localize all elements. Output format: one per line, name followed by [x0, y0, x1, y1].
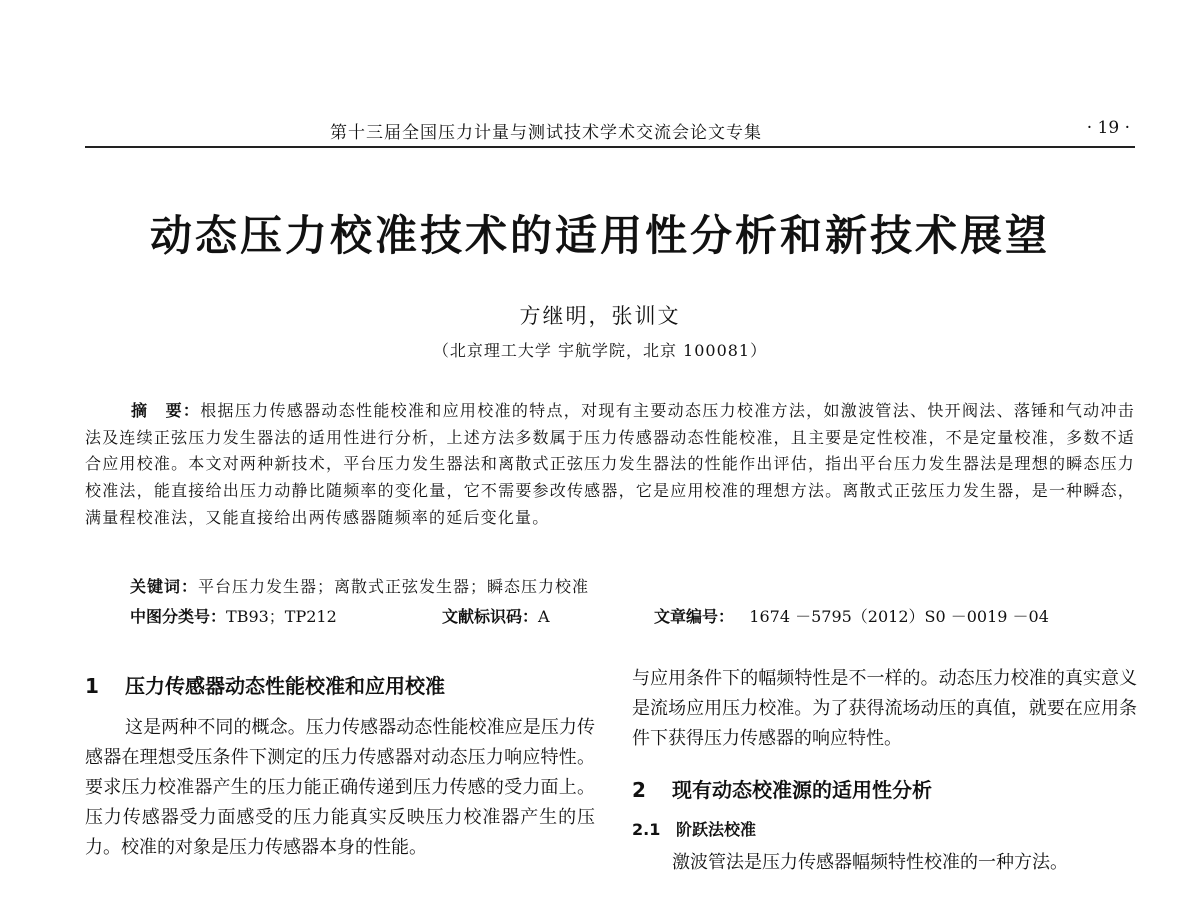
section-2-title: 现有动态校准源的适用性分析	[672, 778, 932, 802]
running-header	[85, 116, 1135, 148]
doc-label: 文献标识码：	[442, 607, 539, 626]
article-value: 1674 －5795（2012）S0 －0019 －04	[749, 607, 1049, 626]
subsection-2-1-heading	[632, 817, 1137, 840]
clc-value: TB93；TP212	[226, 607, 337, 626]
keywords	[130, 574, 589, 597]
keywords-text: 平台压力发生器；离散式正弦发生器；瞬态压力校准	[198, 577, 590, 596]
journal-title: 第十三届全国压力计量与测试技术学术交流会论文专集	[330, 123, 762, 143]
affiliation: （北京理工大学 宇航学院，北京 100081）	[432, 341, 768, 360]
section-2-number: 2	[632, 778, 646, 802]
article-number	[654, 604, 1049, 627]
section-2-heading	[632, 774, 1137, 803]
paper-title: 动态压力校准技术的适用性分析和新技术展望	[149, 211, 1050, 260]
clc-label: 中图分类号：	[130, 607, 227, 626]
subsection-title: 阶跃法校准	[676, 820, 757, 839]
left-column	[85, 670, 595, 863]
authors: 方继明，张训文	[519, 304, 681, 328]
section-1-title: 压力传感器动态性能校准和应用校准	[125, 674, 445, 698]
subsection-paragraph: 激波管法是压力传感器幅频特性校准的一种方法。	[672, 852, 1068, 873]
document-code	[442, 604, 550, 627]
doc-value: A	[538, 607, 550, 626]
clc-number	[130, 604, 337, 627]
section-1-number: 1	[85, 674, 99, 698]
keywords-label: 关键词：	[130, 577, 199, 596]
section-1-paragraph: 这是两种不同的概念。压力传感器动态性能校准应是压力传感器在理想受压条件下测定的压力传感器对动态压力响应特性。要求压力校准器产生的压力能正确传递到压力传感的受力面上。压力传感器受力面感受的压力能真实反映压力校准器产生的压力。校准的对象是压力传感器本身的性能。	[85, 717, 595, 858]
continuation-paragraph: 与应用条件下的幅频特性是不一样的。动态压力校准的真实意义是流场应用压力校准。为了获得流场动压的真值，就要在应用条件下获得压力传感器的响应特性。	[632, 668, 1137, 749]
right-column	[632, 664, 1137, 878]
article-label: 文章编号：	[654, 607, 735, 626]
page-number: · 19 ·	[1086, 118, 1130, 138]
abstract-text: 根据压力传感器动态性能校准和应用校准的特点，对现有主要动态压力校准方法，如激波管法、快开阀法、落锤和气动冲击法及连续正弦压力发生器法的适用性进行分析，上述方法多数属于压力传感器动态性能校准，且主要是定性校准，不是定量校准，多数不适合应用校准。本文对两种新技术，平台压力发生器法和离散式正弦压力发生器法的性能作出评估，指出平台压力发生器法是理想的瞬态压力校准法，能直接给出压力动静比随频率的变化量，它不需要参改传感器，它是应用校准的理想方法。离散式正弦压力发生器，是一种瞬态，满量程校准法，又能直接给出两传感器随频率的延后变化量。	[85, 401, 1135, 527]
abstract	[85, 398, 1135, 532]
section-1-heading	[85, 670, 595, 699]
abstract-label: 摘 要：	[131, 401, 201, 420]
subsection-number: 2.1	[632, 820, 661, 839]
